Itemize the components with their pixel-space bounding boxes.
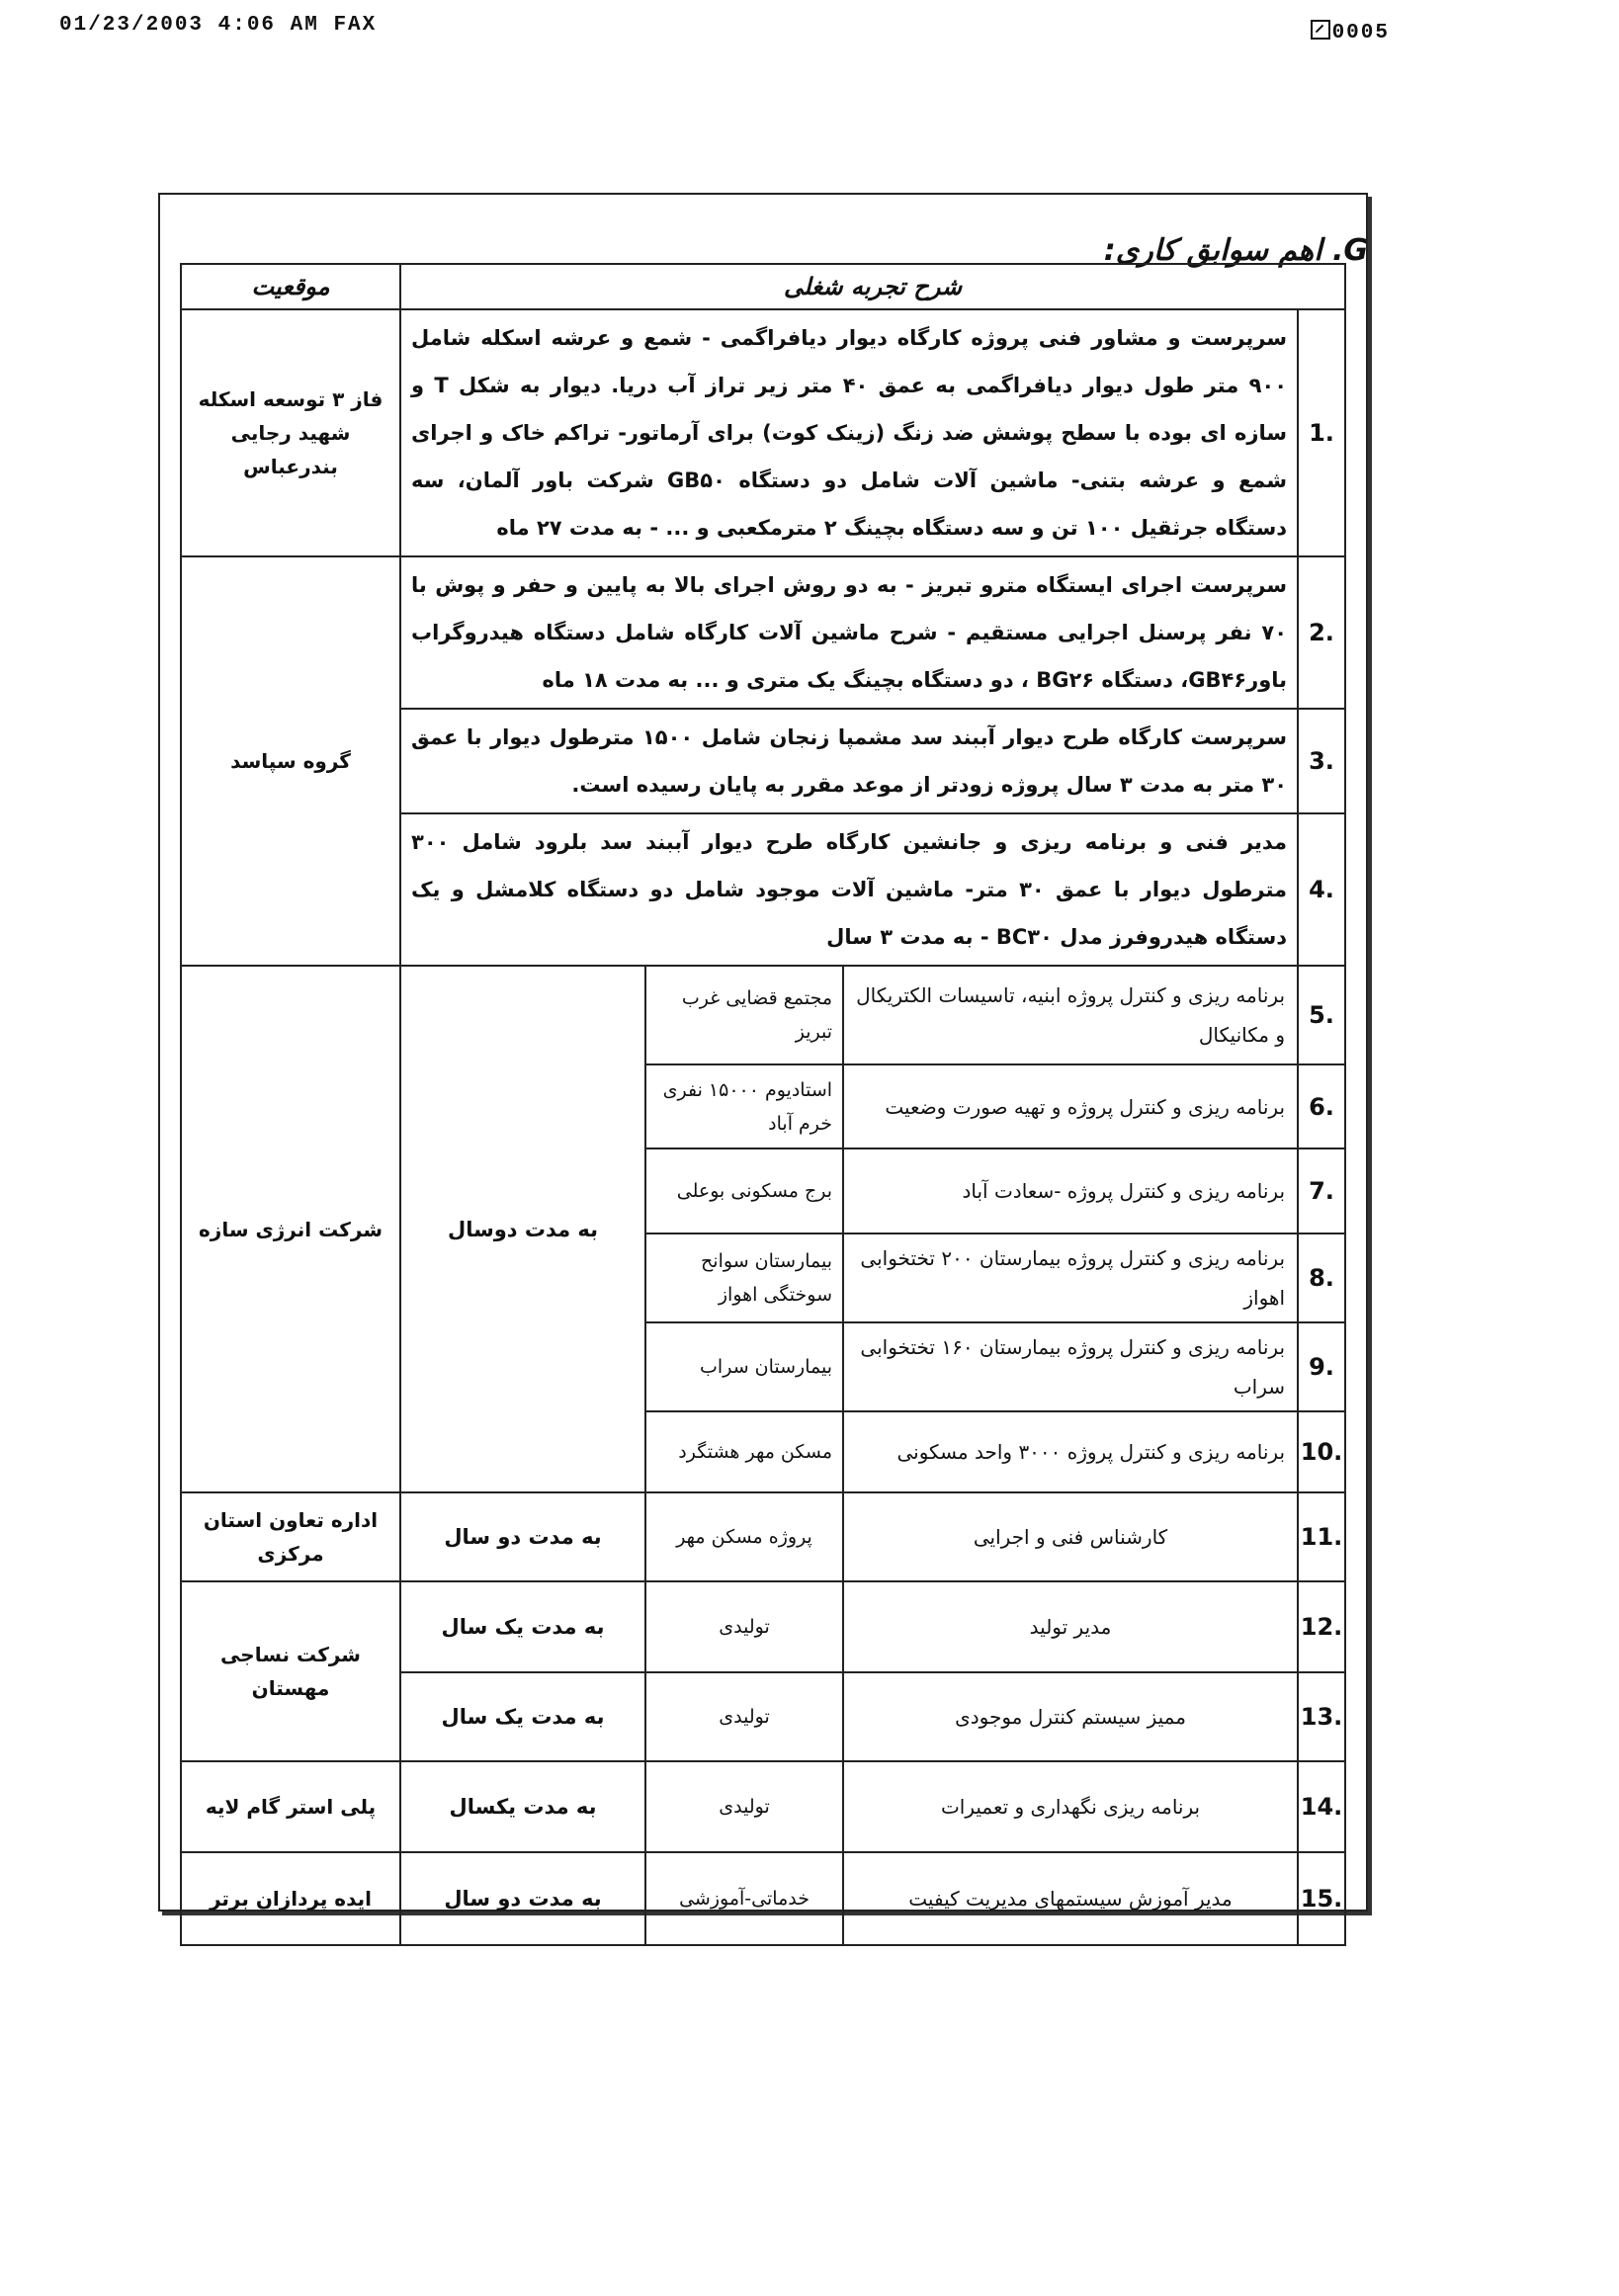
row-description: مدیر فنی و برنامه ریزی و جانشین کارگاه طرح دیوار آببند سد بلرود شامل ۳۰۰ مترطول دیوار با عمق ۳۰ متر- ماشین آلات موجود شامل دو دستگاه کلامشل و یک دستگاه هیدروفرز مدل BC۳۰ - به مدت ۳ سال (400, 813, 1298, 966)
fax-header: 01/23/2003 4:06 AM FAX (59, 14, 378, 37)
row-project: تولیدی (645, 1672, 843, 1761)
row-number: 15. (1298, 1852, 1345, 1945)
row-description: مدیر تولید (843, 1581, 1298, 1672)
table-row (181, 556, 1345, 709)
row-project: بیمارستان سوانح سوختگی اهواز (645, 1233, 843, 1322)
section-title: G. اهم سوابق کاری: (1103, 233, 1368, 268)
checkbox-icon (1311, 20, 1330, 40)
row-duration: به مدت یک سال (400, 1581, 645, 1672)
row-project: مسکن مهر هشتگرد (645, 1411, 843, 1492)
table-row (181, 1492, 1345, 1581)
row-project: برج مسکونی بوعلی (645, 1148, 843, 1233)
row-description: مدیر آموزش سیستمهای مدیریت کیفیت (843, 1852, 1298, 1945)
row-duration: به مدت یک سال (400, 1672, 645, 1761)
row-number: 5. (1298, 966, 1345, 1064)
table-row (181, 1581, 1345, 1672)
row-project: مجتمع قضایی غرب تبریز (645, 966, 843, 1064)
row-number: 7. (1298, 1148, 1345, 1233)
row-project: تولیدی (645, 1581, 843, 1672)
row-project: پروژه مسکن مهر (645, 1492, 843, 1581)
row-description: کارشناس فنی و اجرایی (843, 1492, 1298, 1581)
row-location: شرکت نساجی مهستان (181, 1581, 400, 1761)
header-location: موقعیت (181, 264, 400, 309)
row-number: 10. (1298, 1411, 1345, 1492)
row-duration: به مدت دو سال (400, 1492, 645, 1581)
row-description: برنامه ریزی و کنترل پروژه بیمارستان ۱۶۰ تختخوابی سراب (843, 1322, 1298, 1411)
row-duration: به مدت یکسال (400, 1761, 645, 1852)
fax-page-number (1311, 20, 1390, 44)
row-number: 1. (1298, 309, 1345, 556)
row-number: 14. (1298, 1761, 1345, 1852)
row-number: 6. (1298, 1064, 1345, 1148)
row-description: برنامه ریزی و کنترل پروژه ابنیه، تاسیسات الکتریکال و مکانیکال (843, 966, 1298, 1064)
table-row (181, 966, 1345, 1064)
table-row (181, 1852, 1345, 1945)
row-number: 4. (1298, 813, 1345, 966)
row-number: 13. (1298, 1672, 1345, 1761)
row-project: خدماتی-آموزشی (645, 1852, 843, 1945)
fax-page-label: 0005 (1331, 22, 1390, 44)
row-project: بیمارستان سراب (645, 1322, 843, 1411)
row-location: پلی استر گام لایه (181, 1761, 400, 1852)
row-number: 8. (1298, 1233, 1345, 1322)
row-project: تولیدی (645, 1761, 843, 1852)
row-number: 12. (1298, 1581, 1345, 1672)
row-description: برنامه ریزی و کنترل پروژه بیمارستان ۲۰۰ تختخوابی اهواز (843, 1233, 1298, 1322)
row-description: سرپرست اجرای ایستگاه مترو تبریز - به دو روش اجرای بالا به پایین و حفر و پوش با ۷۰ نفر پرسنل اجرایی مستقیم - شرح ماشین آلات کارگاه شامل دستگاه هیدروگراب باورGB۴۶، دستگاه BG۲۶ ، دو دستگاه بچینگ یک متری و ... به مدت ۱۸ ماه (400, 556, 1298, 709)
table-header-row (181, 264, 1345, 309)
row-project: استادیوم ۱۵۰۰۰ نفری خرم آباد (645, 1064, 843, 1148)
row-duration: به مدت دو سال (400, 1852, 645, 1945)
row-description: سرپرست و مشاور فنی پروژه کارگاه دیوار دیافراگمی - شمع و عرشه اسکله شامل ۹۰۰ متر طول دیوار دیافراگمی به عمق ۴۰ متر زیر تراز آب دریا. دیوار به شکل T و سازه ای بوده با سطح پوشش ضد زنگ (زینک کوت) برای آرماتور- تراکم خاک و اجرای شمع و عرشه بتنی- ماشین آلات شامل دو دستگاه GB۵۰ شرکت باور آلمان، سه دستگاه جرثقیل ۱۰۰ تن و سه دستگاه بچینگ ۲ مترمکعبی و ... - به مدت ۲۷ ماه (400, 309, 1298, 556)
row-location: فاز ۳ توسعه اسکله شهید رجایی بندرعباس (181, 309, 400, 556)
row-number: 3. (1298, 709, 1345, 813)
row-location: گروه سپاسد (181, 556, 400, 966)
row-duration: به مدت دوسال (400, 966, 645, 1492)
row-description: برنامه ریزی و کنترل پروژه ۳۰۰۰ واحد مسکونی (843, 1411, 1298, 1492)
row-number: 11. (1298, 1492, 1345, 1581)
row-location: اداره تعاون استان مرکزی (181, 1492, 400, 1581)
row-number: 9. (1298, 1322, 1345, 1411)
row-location: ایده پردازان برتر (181, 1852, 400, 1945)
row-description: برنامه ریزی و کنترل پروژه و تهیه صورت وضعیت (843, 1064, 1298, 1148)
row-description: ممیز سیستم کنترل موجودی (843, 1672, 1298, 1761)
row-number: 2. (1298, 556, 1345, 709)
table-row (181, 309, 1345, 556)
row-description: برنامه ریزی نگهداری و تعمیرات (843, 1761, 1298, 1852)
row-description: سرپرست کارگاه طرح دیوار آببند سد مشمپا زنجان شامل ۱۵۰۰ مترطول دیوار با عمق ۳۰ متر به مدت ۳ سال پروژه زودتر از موعد مقرر به پایان رسیده است. (400, 709, 1298, 813)
header-description: شرح تجربه شغلی (400, 264, 1345, 309)
row-location: شرکت انرژی سازه (181, 966, 400, 1492)
row-description: برنامه ریزی و کنترل پروژه -سعادت آباد (843, 1148, 1298, 1233)
work-experience-table (180, 263, 1346, 1946)
table-row (181, 1761, 1345, 1852)
